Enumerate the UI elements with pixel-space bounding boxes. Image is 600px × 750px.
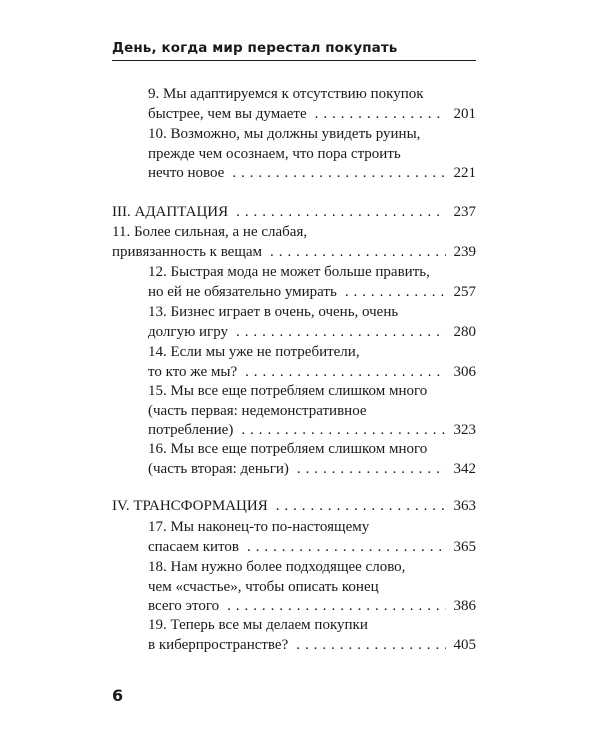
toc-page-number: 221 bbox=[453, 165, 476, 181]
toc-entry-title-line: спасаем китов bbox=[148, 538, 239, 555]
toc-entry-title-line: чем «счастье», чтобы описать конец bbox=[148, 578, 379, 595]
dot-leader bbox=[241, 420, 445, 440]
dot-leader bbox=[236, 202, 445, 222]
running-head: День, когда мир перестал покупать bbox=[112, 40, 398, 56]
toc-page-number: 405 bbox=[453, 636, 476, 653]
toc-entry-title-line: 11. Более сильная, а не слабая, bbox=[112, 224, 308, 240]
dot-leader bbox=[247, 537, 446, 557]
toc-page-number: 323 bbox=[453, 422, 476, 438]
toc-entry-title-line: потребление) bbox=[148, 422, 234, 438]
toc-entry-last-line bbox=[148, 322, 476, 342]
dot-leader bbox=[315, 104, 446, 124]
toc-entry bbox=[112, 222, 476, 263]
toc-entry-title-line: 12. Быстрая мода не может больше править, bbox=[148, 264, 430, 280]
toc-page-number: 237 bbox=[453, 204, 476, 220]
toc-entry-title-line: в киберпространстве? bbox=[148, 636, 289, 653]
toc-entry bbox=[112, 202, 476, 224]
toc-page-number: 365 bbox=[453, 538, 476, 555]
toc-entry-title-line: 14. Если мы уже не потребители, bbox=[148, 344, 360, 360]
toc-page-number: 201 bbox=[453, 105, 476, 122]
toc-entry-title-line: (часть первая: недемонстративное bbox=[148, 402, 367, 419]
toc-entry-title-line: то кто же мы? bbox=[148, 363, 238, 380]
toc-entry-title-line: нечто новое bbox=[148, 165, 225, 181]
toc-entry-last-line bbox=[148, 104, 476, 124]
toc-entry-last-line bbox=[148, 635, 476, 655]
toc-entry-title-line: 10. Возможно, мы должны увидеть руины, bbox=[148, 126, 421, 142]
toc-entry bbox=[148, 84, 476, 125]
dot-leader bbox=[227, 596, 445, 616]
toc-entry-title-line: 15. Мы все еще потребляем слишком много bbox=[148, 383, 428, 399]
toc-entry-title-line: 17. Мы наконец-то по-настоящему bbox=[148, 519, 370, 535]
toc-entry-title-line: 16. Мы все еще потребляем слишком много bbox=[148, 441, 428, 457]
toc-entry-title-line: всего этого bbox=[148, 598, 220, 614]
toc-entry-title-line: 9. Мы адаптируемся к отсутствию покупок bbox=[148, 86, 424, 102]
toc-entry-title-line: III. АДАПТАЦИЯ bbox=[112, 204, 229, 220]
toc-page-number: 239 bbox=[453, 243, 476, 260]
toc-entry-title-line: но ей не обязательно умирать bbox=[148, 283, 337, 300]
toc-entry bbox=[148, 439, 476, 480]
toc-page-number: 280 bbox=[453, 323, 476, 340]
dot-leader bbox=[232, 163, 445, 183]
toc-entry-last-line bbox=[112, 496, 476, 516]
toc-entry bbox=[148, 381, 476, 442]
dot-leader bbox=[270, 242, 445, 262]
toc-entry-title-line: прежде чем осознаем, что пора строить bbox=[148, 145, 401, 162]
toc-entry-last-line bbox=[148, 596, 476, 616]
toc-entry bbox=[148, 517, 476, 558]
toc-entry-last-line bbox=[148, 362, 476, 382]
dot-leader bbox=[296, 635, 445, 655]
toc-page-number: 342 bbox=[453, 460, 476, 477]
toc-entry-last-line bbox=[148, 163, 476, 183]
toc-page-number: 257 bbox=[453, 283, 476, 300]
dot-leader bbox=[297, 459, 446, 479]
toc-entry bbox=[112, 496, 476, 518]
toc-entry-title-line: долгую игру bbox=[148, 323, 229, 340]
toc-page-number: 306 bbox=[453, 363, 476, 380]
toc-entry-title-line: 19. Теперь все мы делаем покупки bbox=[148, 617, 368, 633]
toc-entry-last-line bbox=[112, 202, 476, 222]
toc-entry bbox=[148, 302, 476, 343]
toc-entry bbox=[148, 615, 476, 656]
toc-entry-title-line: IV. ТРАНСФОРМАЦИЯ bbox=[112, 498, 268, 514]
toc-entry bbox=[148, 557, 476, 618]
dot-leader bbox=[345, 282, 446, 302]
toc-entry-title-line: 18. Нам нужно более подходящее слово, bbox=[148, 559, 406, 575]
toc-entry bbox=[148, 342, 476, 383]
toc-entry-title-line: 13. Бизнес играет в очень, очень, очень bbox=[148, 304, 399, 320]
toc-page-number: 386 bbox=[453, 598, 476, 614]
toc-entry-last-line bbox=[148, 420, 476, 440]
toc-entry-title-line: быстрее, чем вы думаете bbox=[148, 105, 307, 122]
toc-entry-last-line bbox=[112, 242, 476, 262]
dot-leader bbox=[236, 322, 445, 342]
toc-entry-title-line: привязанность к вещам bbox=[112, 243, 263, 260]
toc-page-number: 363 bbox=[453, 498, 476, 514]
dot-leader bbox=[276, 496, 446, 516]
toc-entry-last-line bbox=[148, 282, 476, 302]
toc-entry-title-line: (часть вторая: деньги) bbox=[148, 460, 289, 477]
toc-entry bbox=[148, 262, 476, 303]
page-number: 6 bbox=[112, 686, 124, 705]
toc-entry-last-line bbox=[148, 537, 476, 557]
toc-entry-last-line bbox=[148, 459, 476, 479]
dot-leader bbox=[245, 362, 445, 382]
toc-entry bbox=[148, 124, 476, 185]
